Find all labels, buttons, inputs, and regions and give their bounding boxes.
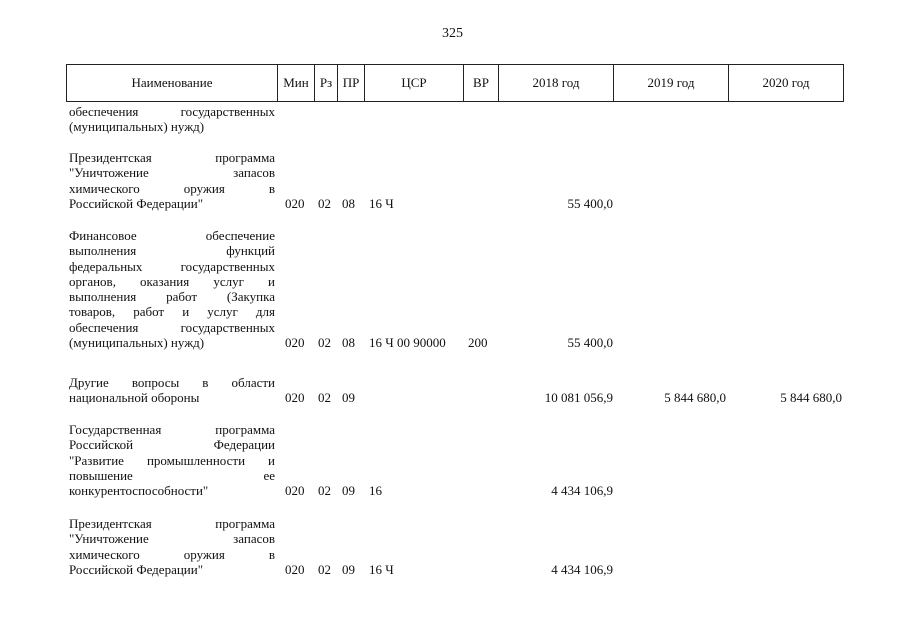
- cell-2018: 10 081 056,9: [544, 390, 613, 406]
- cell-csr: 16: [369, 483, 382, 499]
- page-number: 325: [442, 26, 463, 41]
- header-2020: 2020 год: [729, 65, 844, 102]
- cell-min: 020: [285, 335, 305, 351]
- header-2019: 2019 год: [614, 65, 729, 102]
- row-name-line: Российской Федерации": [69, 195, 204, 211]
- cell-2019: 5 844 680,0: [664, 390, 726, 406]
- cell-rz: 02: [318, 195, 331, 211]
- cell-rz: 02: [318, 335, 331, 351]
- cell-min: 020: [285, 390, 305, 406]
- cell-2018: 4 434 106,9: [551, 483, 613, 499]
- row-name-line: (муниципальных) нужд): [69, 335, 205, 351]
- row-name-line: химического оружия в: [69, 180, 275, 196]
- header-min: Мин: [278, 65, 315, 102]
- row-name-line: "Уничтожение запасов: [69, 165, 275, 181]
- cell-min: 020: [285, 483, 305, 499]
- row-name-line: Российской Федерации": [69, 561, 204, 577]
- row-name: [69, 516, 275, 577]
- cell-pr: 08: [342, 335, 355, 351]
- row-name-line: выполнения функций: [69, 243, 275, 259]
- row-name-line: Президентская программа: [69, 150, 275, 165]
- row-name-line: обеспечения государственных: [69, 319, 275, 335]
- row-name: [69, 104, 275, 135]
- cell-min: 020: [285, 195, 305, 211]
- row-name-line: федеральных государственных: [69, 258, 275, 274]
- row-name: [69, 150, 275, 211]
- row-name-line: выполнения работ (Закупка: [69, 289, 275, 305]
- row-name: [69, 228, 275, 350]
- header-2018: 2018 год: [499, 65, 614, 102]
- cell-csr: 16 Ч: [369, 195, 394, 211]
- cell-2018: 55 400,0: [567, 335, 613, 351]
- row-name-line: Президентская программа: [69, 516, 275, 531]
- row-name-line: "Развитие промышленности и: [69, 452, 275, 468]
- row-name-line: Другие вопросы в области: [69, 375, 275, 390]
- header-name: Наименование: [67, 65, 278, 102]
- cell-csr: 16 Ч 00 90000: [369, 335, 446, 351]
- row-name-line: товаров, работ и услуг для: [69, 304, 275, 320]
- row-name-line: органов, оказания услуг и: [69, 273, 275, 289]
- row-name-line: Финансовое обеспечение: [69, 228, 275, 243]
- cell-vr: 200: [468, 335, 488, 351]
- cell-rz: 02: [318, 483, 331, 499]
- cell-pr: 08: [342, 195, 355, 211]
- cell-2018: 4 434 106,9: [551, 561, 613, 577]
- row-name-line: обеспечения государственных: [69, 104, 275, 119]
- cell-pr: 09: [342, 483, 355, 499]
- cell-rz: 02: [318, 561, 331, 577]
- row-name-line: повышение ее: [69, 467, 275, 483]
- row-name-line: Государственная программа: [69, 422, 275, 437]
- cell-pr: 09: [342, 390, 355, 406]
- row-name-line: Российской Федерации: [69, 437, 275, 453]
- header-csr: ЦСР: [365, 65, 464, 102]
- row-name-line: "Уничтожение запасов: [69, 531, 275, 547]
- table-header: [66, 64, 844, 102]
- row-name-line: (муниципальных) нужд): [69, 119, 205, 135]
- row-name-line: химического оружия в: [69, 546, 275, 562]
- cell-pr: 09: [342, 561, 355, 577]
- header-pr: ПР: [338, 65, 365, 102]
- cell-rz: 02: [318, 390, 331, 406]
- row-name-line: конкурентоспособности": [69, 483, 209, 499]
- cell-csr: 16 Ч: [369, 561, 394, 577]
- cell-2020: 5 844 680,0: [780, 390, 842, 406]
- cell-min: 020: [285, 561, 305, 577]
- header-rz: Рз: [315, 65, 338, 102]
- cell-2018: 55 400,0: [567, 195, 613, 211]
- row-name: [69, 375, 275, 406]
- row-name: [69, 422, 275, 498]
- row-name-line: национальной обороны: [69, 390, 200, 406]
- header-vr: ВР: [464, 65, 499, 102]
